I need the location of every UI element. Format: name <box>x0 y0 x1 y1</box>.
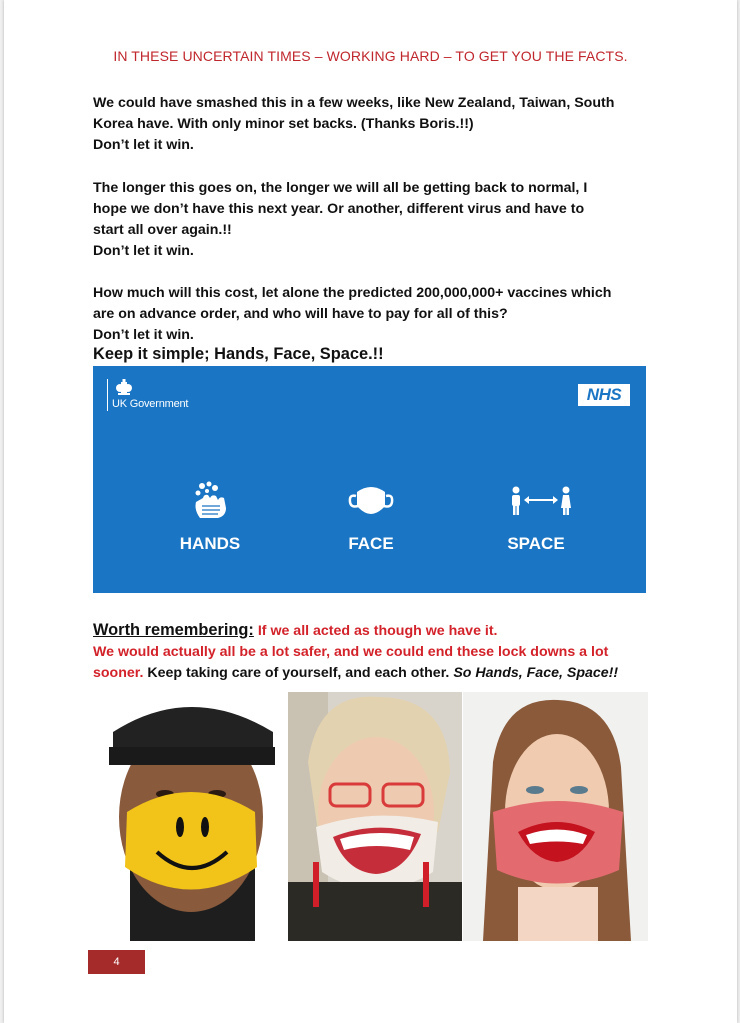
smile-print-mask-photo <box>288 692 462 941</box>
text-line: Don’t let it win. <box>93 327 194 343</box>
space-label: SPACE <box>507 534 565 553</box>
worth-remembering-heading: Worth remembering: <box>93 621 254 639</box>
social-distance-icon <box>510 486 572 516</box>
keep-it-simple-heading: Keep it simple; Hands, Face, Space.!! <box>93 345 384 363</box>
mask-photos <box>95 692 648 941</box>
face-label: FACE <box>348 534 394 553</box>
text-line: start all over again.!! <box>93 222 232 238</box>
worth-line-2: We would actually all be a lot safer, and we could end these lock downs a lot <box>93 644 609 660</box>
hands-face-space-banner <box>93 366 646 593</box>
nhs-logo: NHS <box>578 384 630 406</box>
lips-mask-photo <box>463 692 648 941</box>
worth-line-1 <box>93 620 673 642</box>
text-line: Don’t let it win. <box>93 137 194 153</box>
text-line: Korea have. With only minor set backs. (Thanks Boris.!!) <box>93 116 474 132</box>
text-line: are on advance order, and who will have to pay for all of this? <box>93 306 508 322</box>
face-mask-icon <box>346 484 396 518</box>
paragraph-2 <box>93 178 663 262</box>
worth-text-red: If we all acted as though we have it. <box>253 623 498 639</box>
worth-text-black: Keep taking care of yourself, and each other. <box>143 665 454 681</box>
text-line: The longer this goes on, the longer we will all be getting back to normal, I <box>93 180 588 196</box>
smiley-mask-photo <box>95 692 287 941</box>
hands-label: HANDS <box>179 534 241 553</box>
uk-government-text: UK Government <box>112 398 189 410</box>
hand-washing-icon <box>190 480 230 522</box>
page-number: 4 <box>88 950 145 974</box>
uk-government-logo <box>107 379 189 411</box>
paragraph-3 <box>93 283 663 346</box>
document-page <box>4 0 737 1023</box>
worth-text-italic: So Hands, Face, Space!! <box>453 665 619 681</box>
worth-text-red: sooner. <box>93 665 144 681</box>
text-line: hope we don’t have this next year. Or another, different virus and have to <box>93 201 585 217</box>
worth-line-3 <box>93 663 673 684</box>
page-header: IN THESE UNCERTAIN TIMES – WORKING HARD – TO GET YOU THE FACTS. <box>113 48 628 64</box>
royal-crest-icon <box>114 379 134 397</box>
worth-remembering-section <box>93 620 673 684</box>
text-line: How much will this cost, let alone the predicted 200,000,000+ vaccines which <box>93 285 612 301</box>
paragraph-1 <box>93 93 663 156</box>
text-line: We could have smashed this in a few weeks, like New Zealand, Taiwan, South <box>93 95 615 111</box>
text-line: Don’t let it win. <box>93 243 194 259</box>
